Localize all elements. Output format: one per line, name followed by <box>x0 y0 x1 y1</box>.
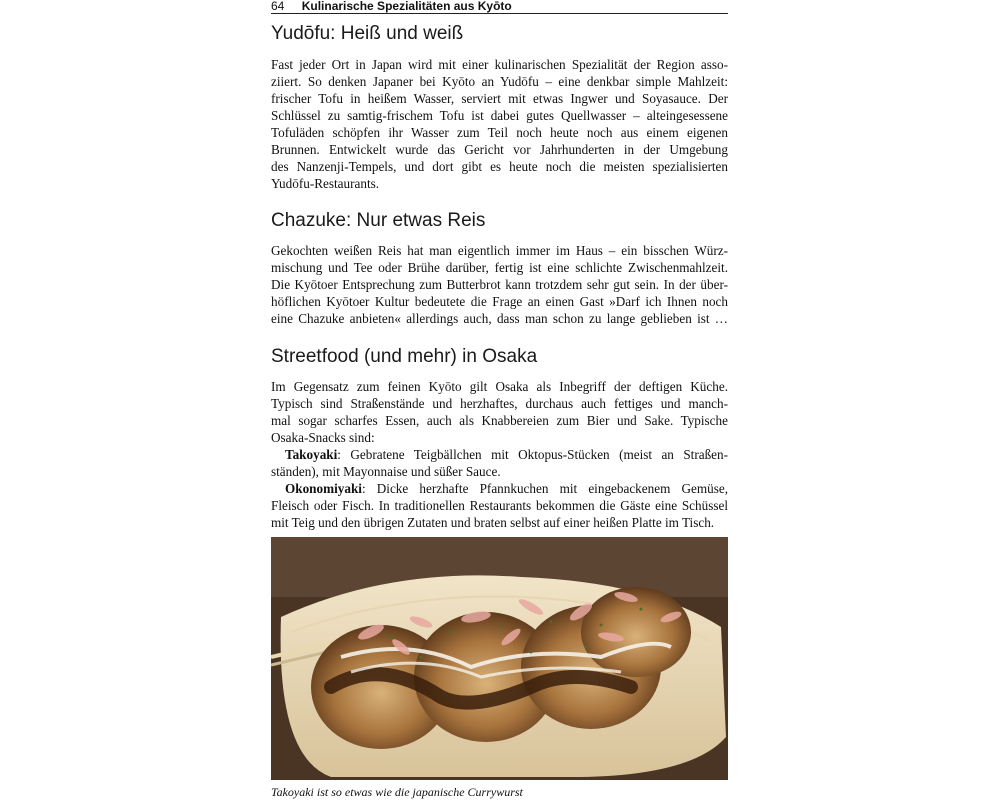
section-title-chazuke: Chazuke: Nur etwas Reis <box>271 210 486 231</box>
text-line: Im Gegensatz zum feinen Kyōto gilt Osaka als Inbegriff der deftigen Küche. <box>271 379 728 394</box>
paragraph-yudofu <box>271 56 728 192</box>
term-okonomiyaki: Okonomiyaki <box>285 481 362 496</box>
figure-caption: Takoyaki ist so etwas wie die japanische Currywurst <box>271 785 523 799</box>
running-header <box>271 0 728 14</box>
list-item-takoyaki <box>271 446 728 463</box>
running-title: Kulinarische Spezialitäten aus Kyōto <box>301 0 512 13</box>
text-line: höflichen Kyōtoer Kultur bedeutete die Frage an einen Gast »Darf ich Ihnen noch <box>271 294 728 309</box>
takoyaki-illustration <box>271 537 728 780</box>
text-line: Die Kyōtoer Entsprechung zum Butterbrot kann trotzdem sehr gut sein. In der über- <box>271 277 728 292</box>
term-takoyaki: Takoyaki <box>285 447 338 462</box>
text-line: Brunnen. Entwickelt wurde das Gericht vor Jahrhunderten in der Umgebung <box>271 142 728 157</box>
text-line: ständen), mit Mayonnaise und süßer Sauce. <box>271 464 501 479</box>
text-line: frischer Tofu in heißem Wasser, serviert mit etwas Ingwer und Soyasauce. Der <box>271 91 728 106</box>
book-page <box>271 0 728 800</box>
text-line: Tofuläden schöpfen ihr Wasser zum Teil noch heute noch aus einem eigenen <box>271 125 728 140</box>
text-line: Fast jeder Ort in Japan wird mit einer kulinarischen Spezialität der Region asso- <box>271 57 728 72</box>
text-line: Typisch sind Straßenstände und herzhaftes, durchaus auch fettiges und manch- <box>271 396 728 411</box>
paragraph-chazuke <box>271 242 728 327</box>
page-number: 64 <box>271 0 285 13</box>
text-line: mit Teig und den übrigen Zutaten und braten selbst auf einer heißen Platte im Tisch. <box>271 515 715 530</box>
text-line: mischung und Tee oder Brühe darüber, fertig ist eine schlichte Zwischenmahlzeit. <box>271 260 728 275</box>
text-line: mal sogar scharfes Essen, auch als Knabbereien zum Bier und Sake. Typische <box>271 413 728 428</box>
text-line: Osaka-Snacks sind: <box>271 430 375 445</box>
definition-text: : Gebratene Teigbällchen mit Oktopus-Stücken (meist an Straßen- <box>337 447 728 462</box>
list-item-okonomiyaki <box>271 480 728 497</box>
text-line: eine Chazuke anbieten« allerdings auch, dass man schon zu lange geblieben ist … <box>271 311 728 326</box>
takoyaki-photo <box>271 537 728 780</box>
section-title-yudofu: Yudōfu: Heiß und weiß <box>271 23 464 44</box>
text-line: Gekochten weißen Reis hat man eigentlich immer im Haus – ein bisschen Würz- <box>271 243 728 258</box>
paragraph-osaka <box>271 378 728 531</box>
definition-text: : Dicke herzhafte Pfannkuchen mit eingebackenem Gemüse, <box>361 481 728 496</box>
text-line: Schlüssel zu samtig-frischem Tofu ist dabei gutes Quellwasser – alteingesessene <box>271 108 728 123</box>
text-line: ziiert. So denken Japaner bei Kyōto an Yudōfu – eine denkbar simple Mahlzeit: <box>271 74 728 89</box>
section-title-osaka: Streetfood (und mehr) in Osaka <box>271 346 538 367</box>
text-line: Yudōfu-Restaurants. <box>271 176 380 191</box>
text-line: Fleisch oder Fisch. In traditionellen Restaurants bekommen die Gäste eine Schüssel <box>271 498 728 513</box>
text-line: des Nanzenji-Tempels, und dort gibt es heute noch die meisten spezialisierten <box>271 159 728 174</box>
